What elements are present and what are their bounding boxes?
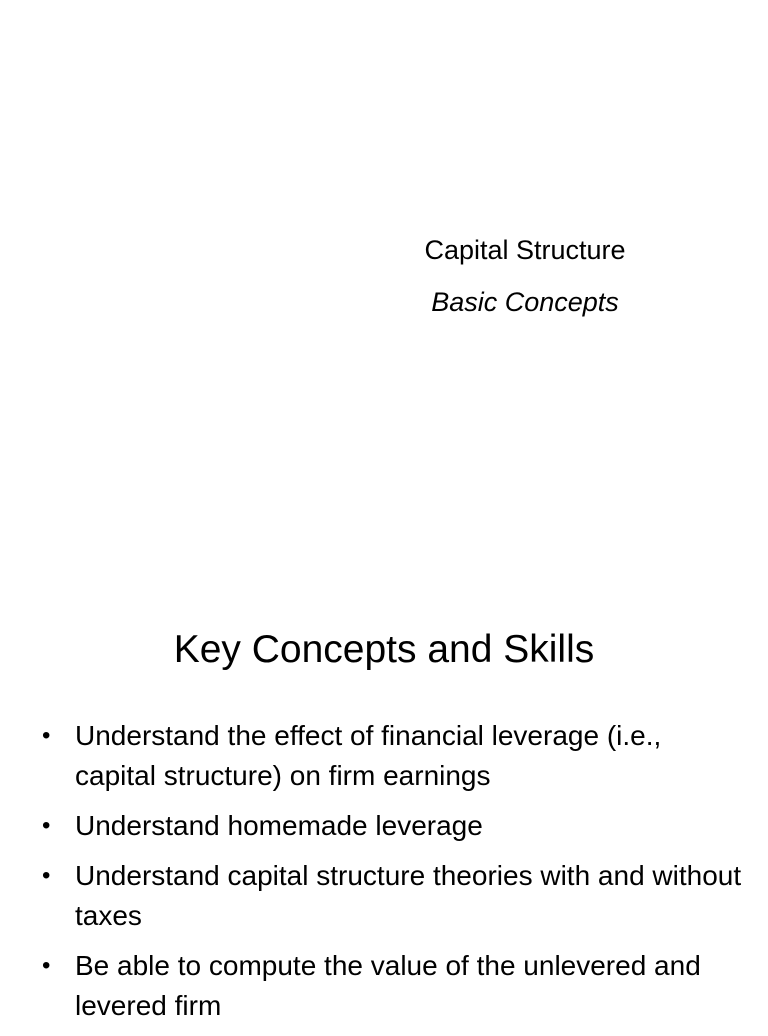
bullet-text: Understand the effect of financial leverage (i.e., capital structure) on firm earnings xyxy=(75,720,662,791)
slide-subtitle: Basic Concepts xyxy=(431,287,619,317)
content-slide xyxy=(0,576,768,1024)
bullet-text: Understand capital structure theories with and without taxes xyxy=(75,860,742,931)
slide-heading: Key Concepts and Skills xyxy=(173,628,595,671)
bullet-list xyxy=(42,716,742,1036)
bullet-item xyxy=(42,806,742,846)
bullet-icon: • xyxy=(42,722,51,749)
bullet-text: Understand homemade leverage xyxy=(75,810,483,841)
slide-title: Capital Structure xyxy=(424,235,626,265)
bullet-item xyxy=(42,856,742,936)
bullet-icon: • xyxy=(42,862,51,889)
bullet-icon: • xyxy=(42,812,51,839)
bullet-item xyxy=(42,946,742,1026)
bullet-icon: • xyxy=(42,952,51,979)
bullet-item xyxy=(42,716,742,796)
bullet-text: Be able to compute the value of the unlevered and levered firm xyxy=(75,950,701,1021)
